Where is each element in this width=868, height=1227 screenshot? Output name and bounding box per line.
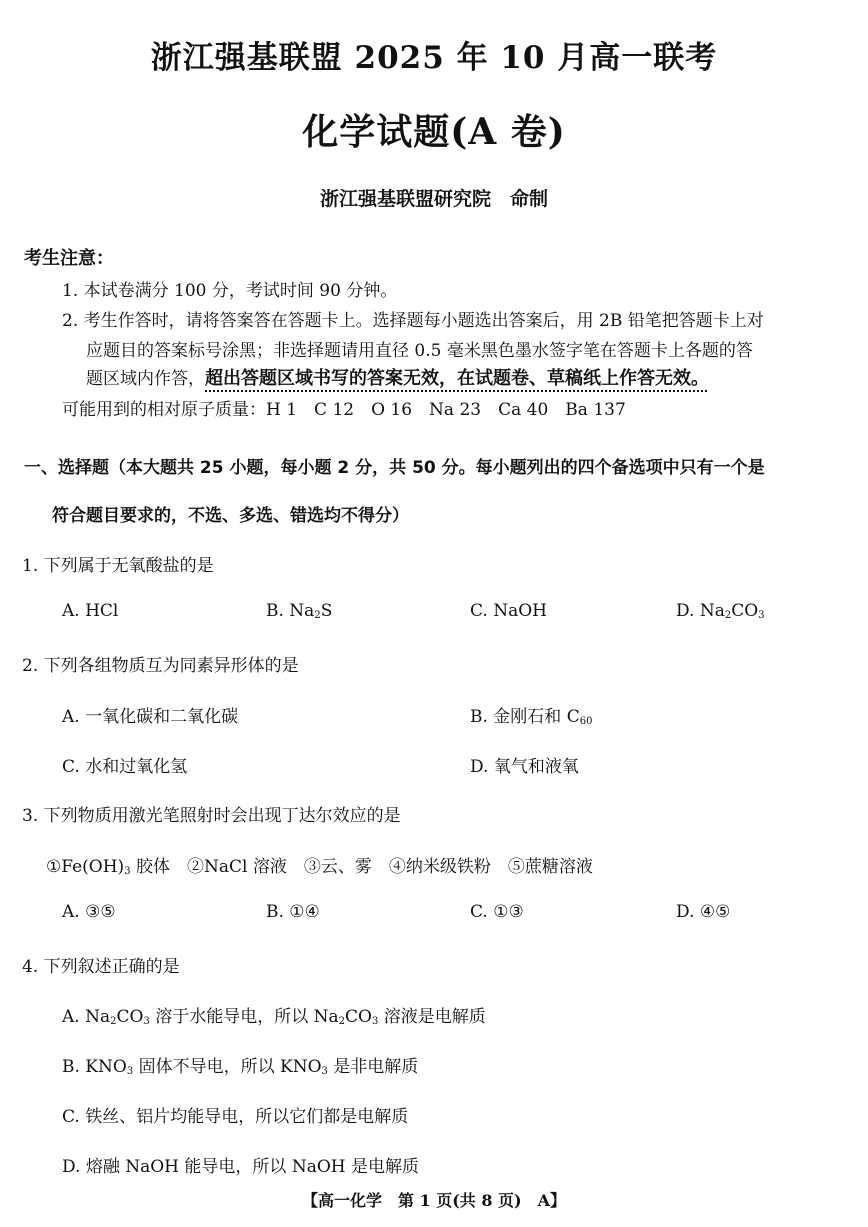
question-3-stem: 3. 下列物质用激光笔照射时会出现丁达尔效应的是 xyxy=(22,806,401,826)
q3-option-a: A. ③⑤ xyxy=(62,902,116,922)
q4-option-c: C. 铁丝、铝片均能导电，所以它们都是电解质 xyxy=(62,1107,409,1127)
q3-option-d: D. ④⑤ xyxy=(676,902,731,922)
subject-title: 化学试题(A 卷) xyxy=(302,111,566,153)
q2-option-b: B. 金刚石和 $C_{60}$ xyxy=(470,707,593,727)
q1-option-c: C. NaOH xyxy=(470,601,547,621)
notice-item-2-line-2: 应题目的答案标号涂黑；非选择题请用直径 0.5 毫米黑色墨水签字笔在答题卡上各题的答 xyxy=(86,341,753,361)
q4-option-d: D. 熔融 NaOH 能导电，所以 NaOH 是电解质 xyxy=(62,1157,419,1177)
notice-normal-text: 题区域内作答， xyxy=(86,369,205,389)
author-line: 浙江强基联盟研究院 命制 xyxy=(319,188,548,210)
question-4-stem: 4. 下列叙述正确的是 xyxy=(22,957,180,977)
q3-option-c: C. ①③ xyxy=(470,902,524,922)
q2-option-a: A. 一氧化碳和二氧化碳 xyxy=(62,707,239,727)
page-footer: 【高一化学 第 1 页(共 8 页) A】 xyxy=(301,1191,567,1210)
section-heading-line-1: 一、选择题（本大题共 25 小题，每小题 2 分，共 50 分。每小题列出的四个备选项中只有一个是 xyxy=(24,458,765,478)
notice-emphasis-text: 超出答题区域书写的答案无效，在试题卷、草稿纸上作答无效。 xyxy=(205,368,709,389)
q1-option-b: B. $Na_2S$ xyxy=(266,601,333,621)
question-1-stem: 1. 下列属于无氧酸盐的是 xyxy=(22,556,214,576)
q4-option-a: A. $Na_2CO_3$ 溶于水能导电，所以 $Na_2CO_3$ 溶液是电解质 xyxy=(62,1007,486,1027)
q2-option-d: D. 氧气和液氧 xyxy=(470,757,579,777)
q3-items: $①Fe(OH)_3$ 胶体 ②NaCl 溶液 ③云、雾 ④纳米级铁粉 ⑤蔗糖溶液 xyxy=(46,857,593,877)
q4-option-b: B. $KNO_3$ 固体不导电，所以 $KNO_3$ 是非电解质 xyxy=(62,1057,419,1077)
q1-option-d: D. $Na_2CO_3$ xyxy=(676,601,765,621)
question-2-stem: 2. 下列各组物质互为同素异形体的是 xyxy=(22,656,299,676)
exam-title: 浙江强基联盟 2025 年 10 月高一联考 xyxy=(150,40,718,76)
q3-option-b: B. ①④ xyxy=(266,902,320,922)
q2-option-c: C. 水和过氧化氢 xyxy=(62,757,188,777)
notice-item-2-line-1: 2. 考生作答时，请将答案答在答题卡上。选择题每小题选出答案后，用 2B 铅笔把答题卡上对 xyxy=(62,311,764,331)
notice-heading: 考生注意： xyxy=(24,248,114,269)
atomic-mass-line: 可能用到的相对原子质量：H 1 C 12 O 16 Na 23 Ca 40 Ba 137 xyxy=(62,400,626,420)
notice-item-2-line-3 xyxy=(86,364,709,390)
q1-option-a: A. HCl xyxy=(62,601,119,621)
section-heading-line-2: 符合题目要求的，不选、多选、错选均不得分） xyxy=(52,506,409,526)
notice-item-1: 1. 本试卷满分 100 分，考试时间 90 分钟。 xyxy=(62,281,398,301)
